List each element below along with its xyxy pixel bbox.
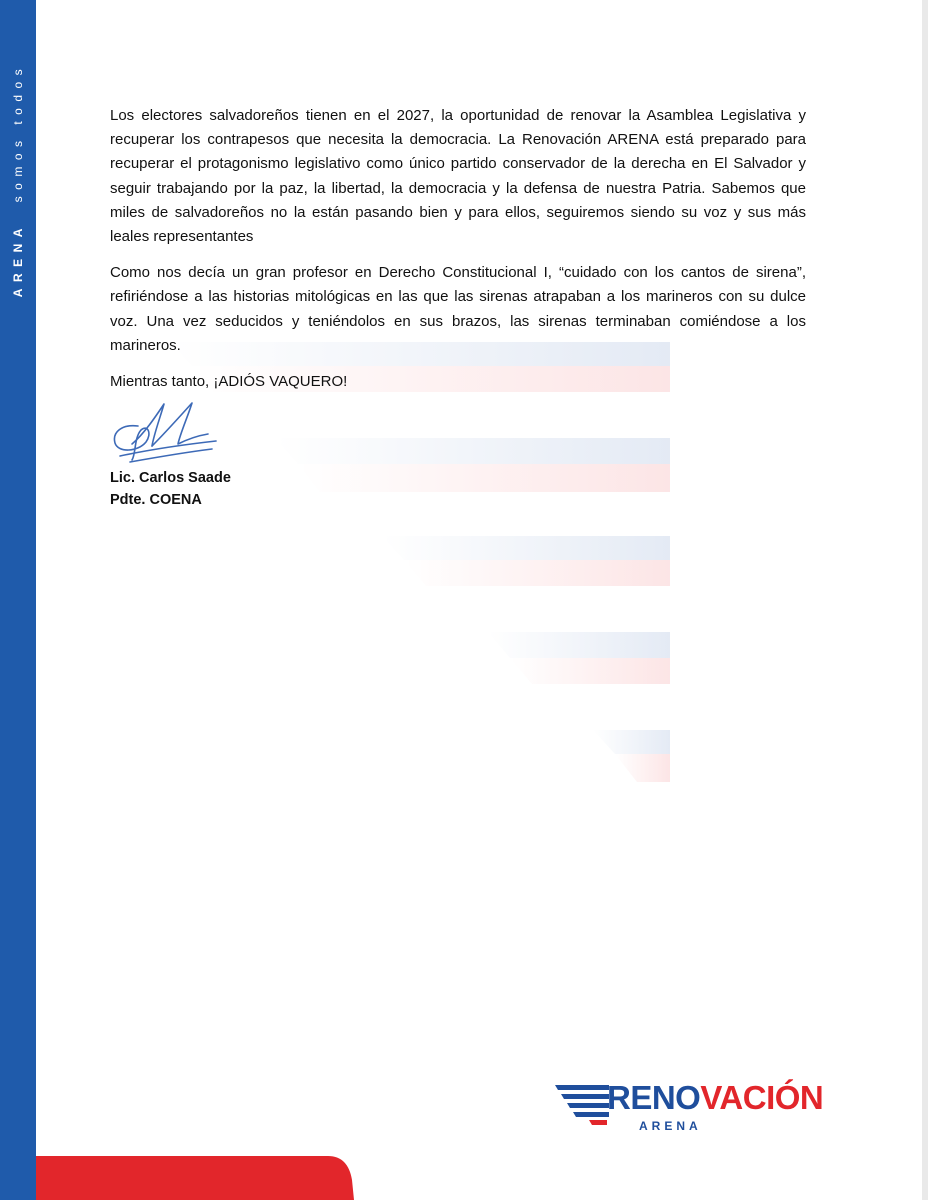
paragraph-2: Como nos decía un gran profesor en Derecho Constitucional I, “cuidado con los cantos de sirena”, refiriéndose a las historias mitológicas en las que las sirenas atrapaban a los marineros con su dulce voz. Una vez seducidos y teniéndolos en sus brazos, las sirenas terminaban comiéndose a los marineros. [110, 264, 806, 354]
page-edge [922, 0, 928, 1200]
handwritten-signature [108, 398, 223, 466]
logo-wordmark [607, 1079, 823, 1117]
signer-name: Lic. Carlos Saade [110, 470, 231, 486]
closing-line: Mientras tanto, ¡ADIÓS VAQUERO! [110, 373, 348, 391]
sidebar-brand-text [11, 63, 25, 297]
watermark-stripe-4 [488, 632, 670, 684]
brand-slogan: somos todos [11, 62, 25, 203]
signer-title: Pdte. COENA [110, 492, 202, 508]
watermark-stripe-3 [382, 536, 670, 586]
renovacion-arena-logo [555, 1075, 855, 1137]
watermark-stripe-2 [275, 438, 670, 492]
watermark-stripe-5 [593, 730, 670, 782]
logo-word-blue: RENO [607, 1079, 701, 1116]
logo-stripes-icon [555, 1085, 611, 1125]
red-corner-shape [36, 1156, 356, 1200]
signer-block [110, 467, 231, 511]
logo-subtitle: ARENA [639, 1119, 702, 1133]
paragraph-1: Los electores salvadoreños tienen en el 2027, la oportunidad de renovar la Asamblea Legislativa y recuperar los contrapesos que necesita la democracia. La Renovación ARENA está preparado para recuperar el protagonismo legislativo como único partido conservador de la derecha en El Salvador y seguir trabajando por la paz, la libertad, la democracia y la defensa de nuestra Patria. Sabemos que miles de salvadoreños no la están pasando bien y para ellos, seguiremos siendo su voz y sus más leales representantes [110, 107, 806, 246]
letter-body [110, 104, 806, 406]
logo-word-red: VACIÓN [700, 1079, 824, 1116]
brand-name: ARENA [11, 222, 25, 298]
sidebar [0, 0, 36, 1200]
